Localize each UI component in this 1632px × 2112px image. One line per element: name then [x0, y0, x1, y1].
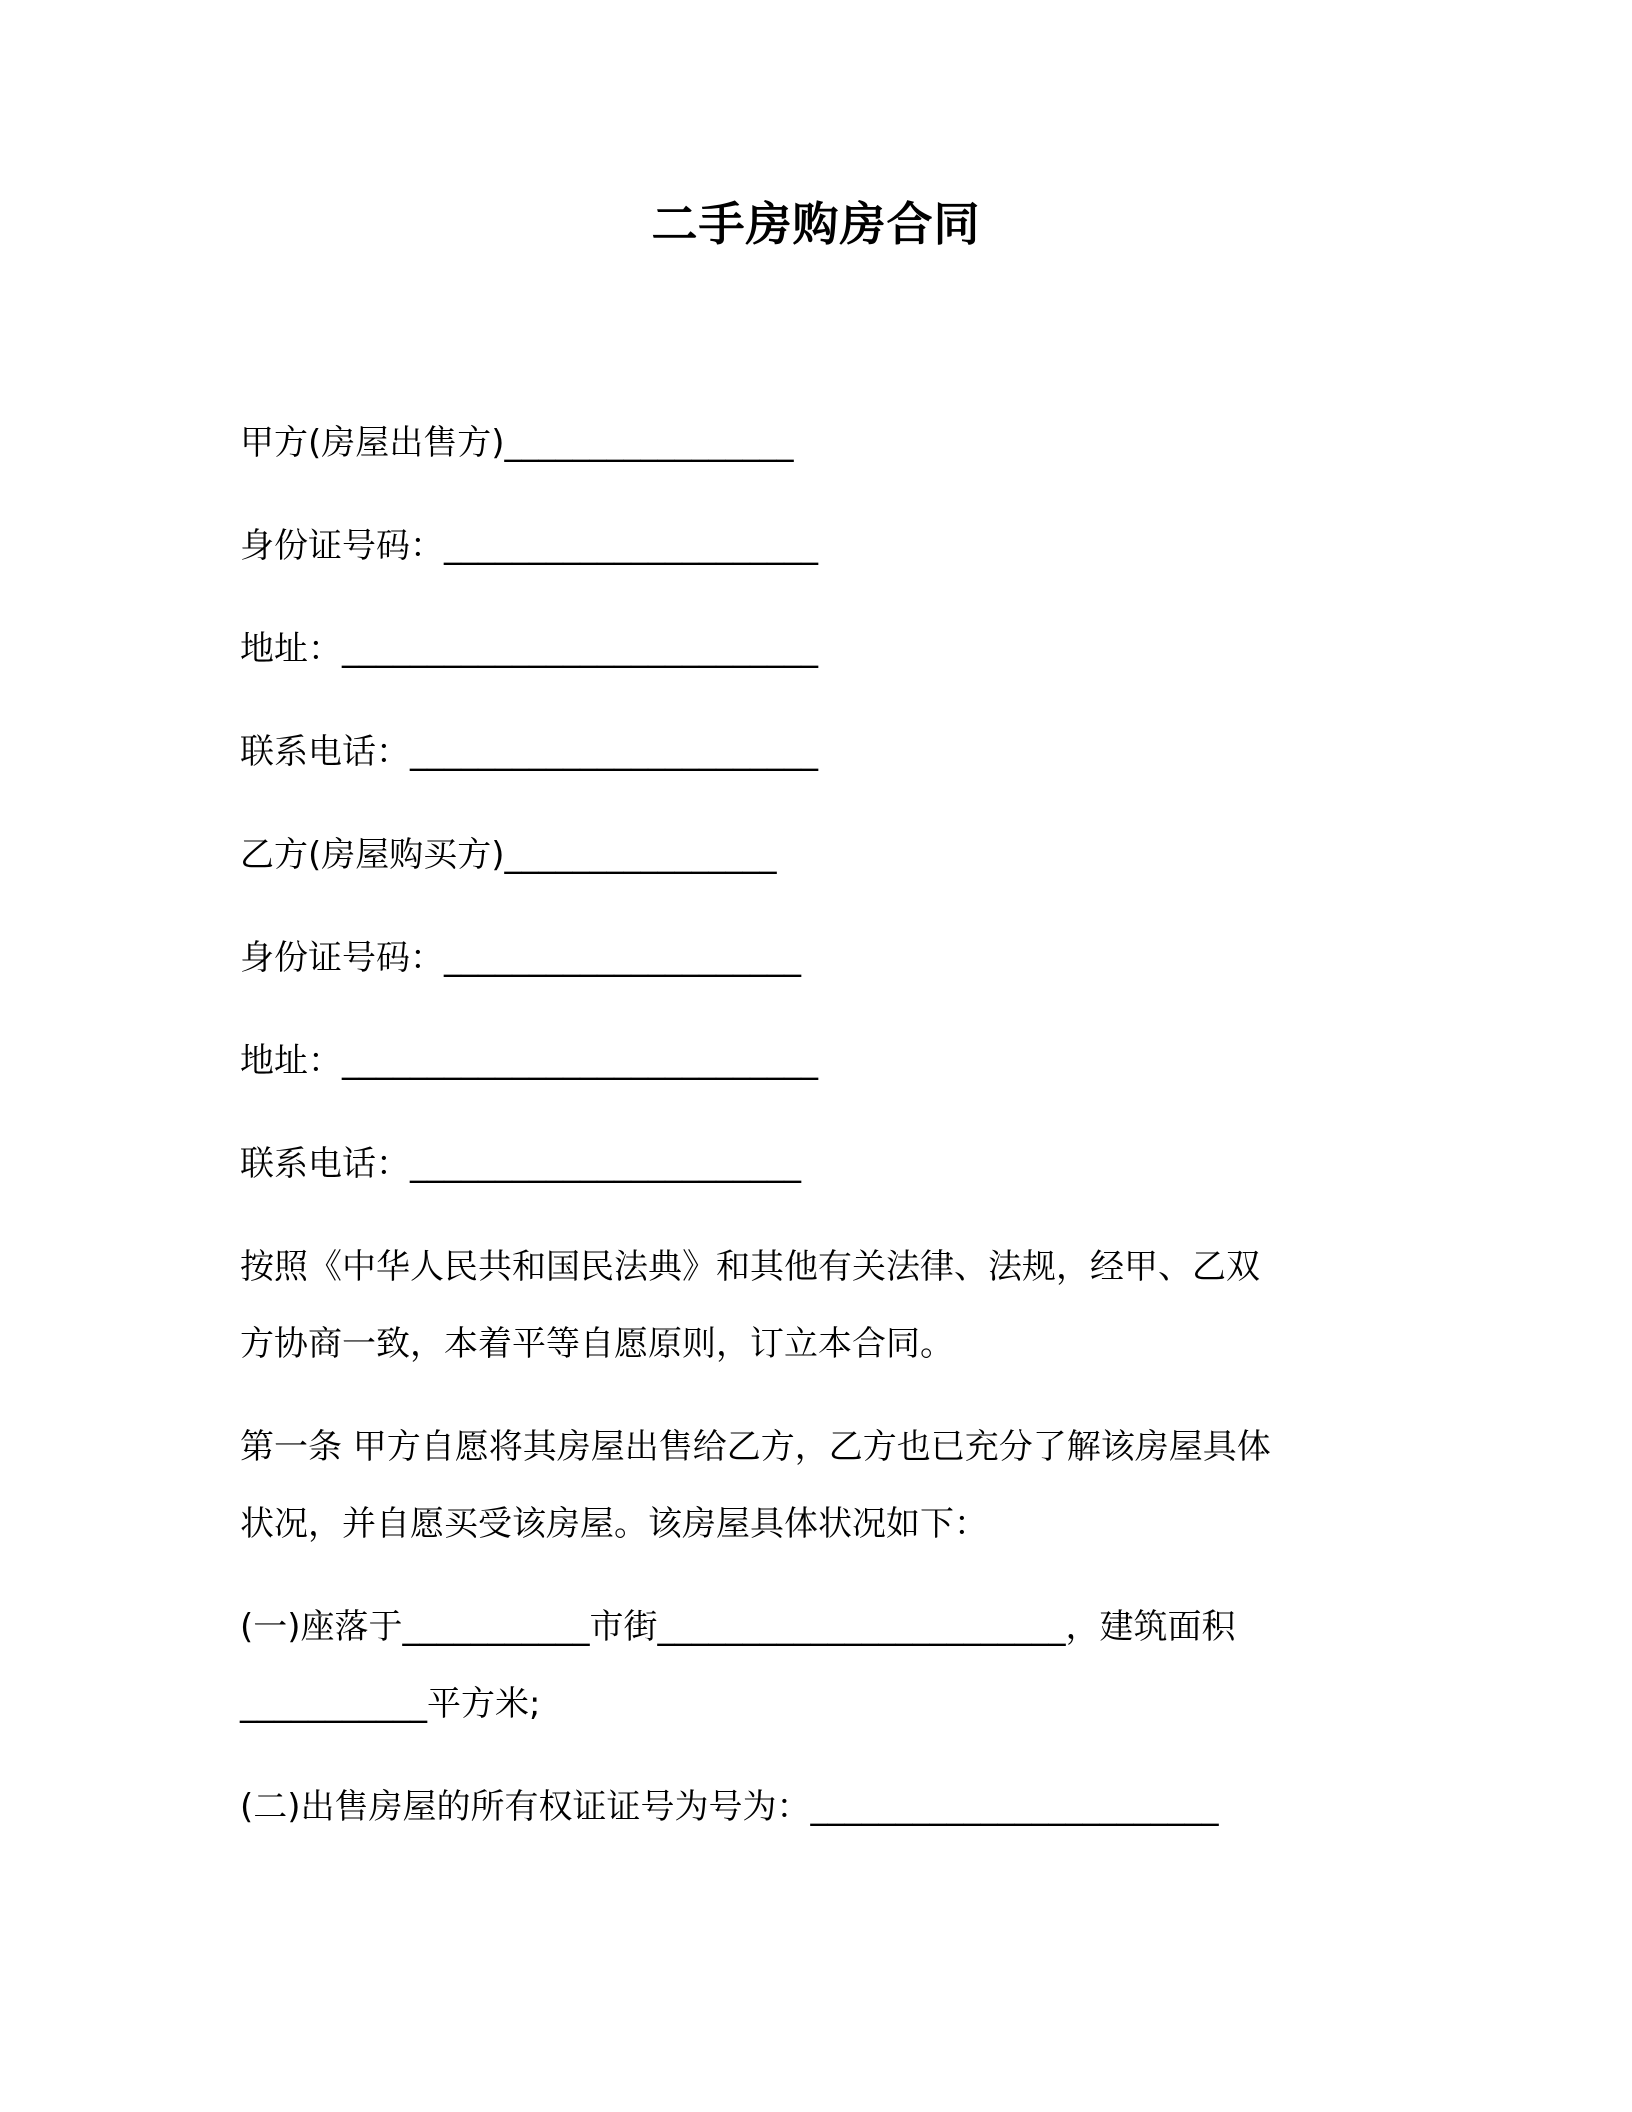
- preamble-line-1: 按照《中华人民共和国民法典》和其他有关法律、法规，经甲、乙双: [240, 1247, 1260, 1287]
- preamble-line-2: 方协商一致，本着平等自愿原则，订立本合同。: [240, 1324, 954, 1364]
- clause-1-line-2: ___________平方米;: [240, 1684, 541, 1724]
- buyer-phone-line: 联系电话：_______________________: [240, 1144, 801, 1184]
- seller-name-line: 甲方(房屋出售方)_________________: [240, 423, 794, 463]
- buyer-address-line: 地址：____________________________: [240, 1041, 818, 1081]
- seller-id-line: 身份证号码：______________________: [240, 526, 818, 566]
- buyer-id-line: 身份证号码：_____________________: [240, 938, 801, 978]
- clause-1-line-1: (一)座落于___________市街________________________，建筑面积: [240, 1607, 1236, 1647]
- seller-address-line: 地址：____________________________: [240, 629, 818, 669]
- document-title: 二手房购房合同: [651, 197, 981, 251]
- buyer-name-line: 乙方(房屋购买方)________________: [240, 835, 777, 875]
- clause-2-line: (二)出售房屋的所有权证证号为号为：________________________: [240, 1787, 1219, 1827]
- seller-phone-line: 联系电话：________________________: [240, 732, 818, 772]
- article-1-line-2: 状况，并自愿买受该房屋。该房屋具体状况如下：: [240, 1504, 988, 1544]
- article-1-line-1: 第一条 甲方自愿将其房屋出售给乙方，乙方也已充分了解该房屋具体: [240, 1427, 1271, 1467]
